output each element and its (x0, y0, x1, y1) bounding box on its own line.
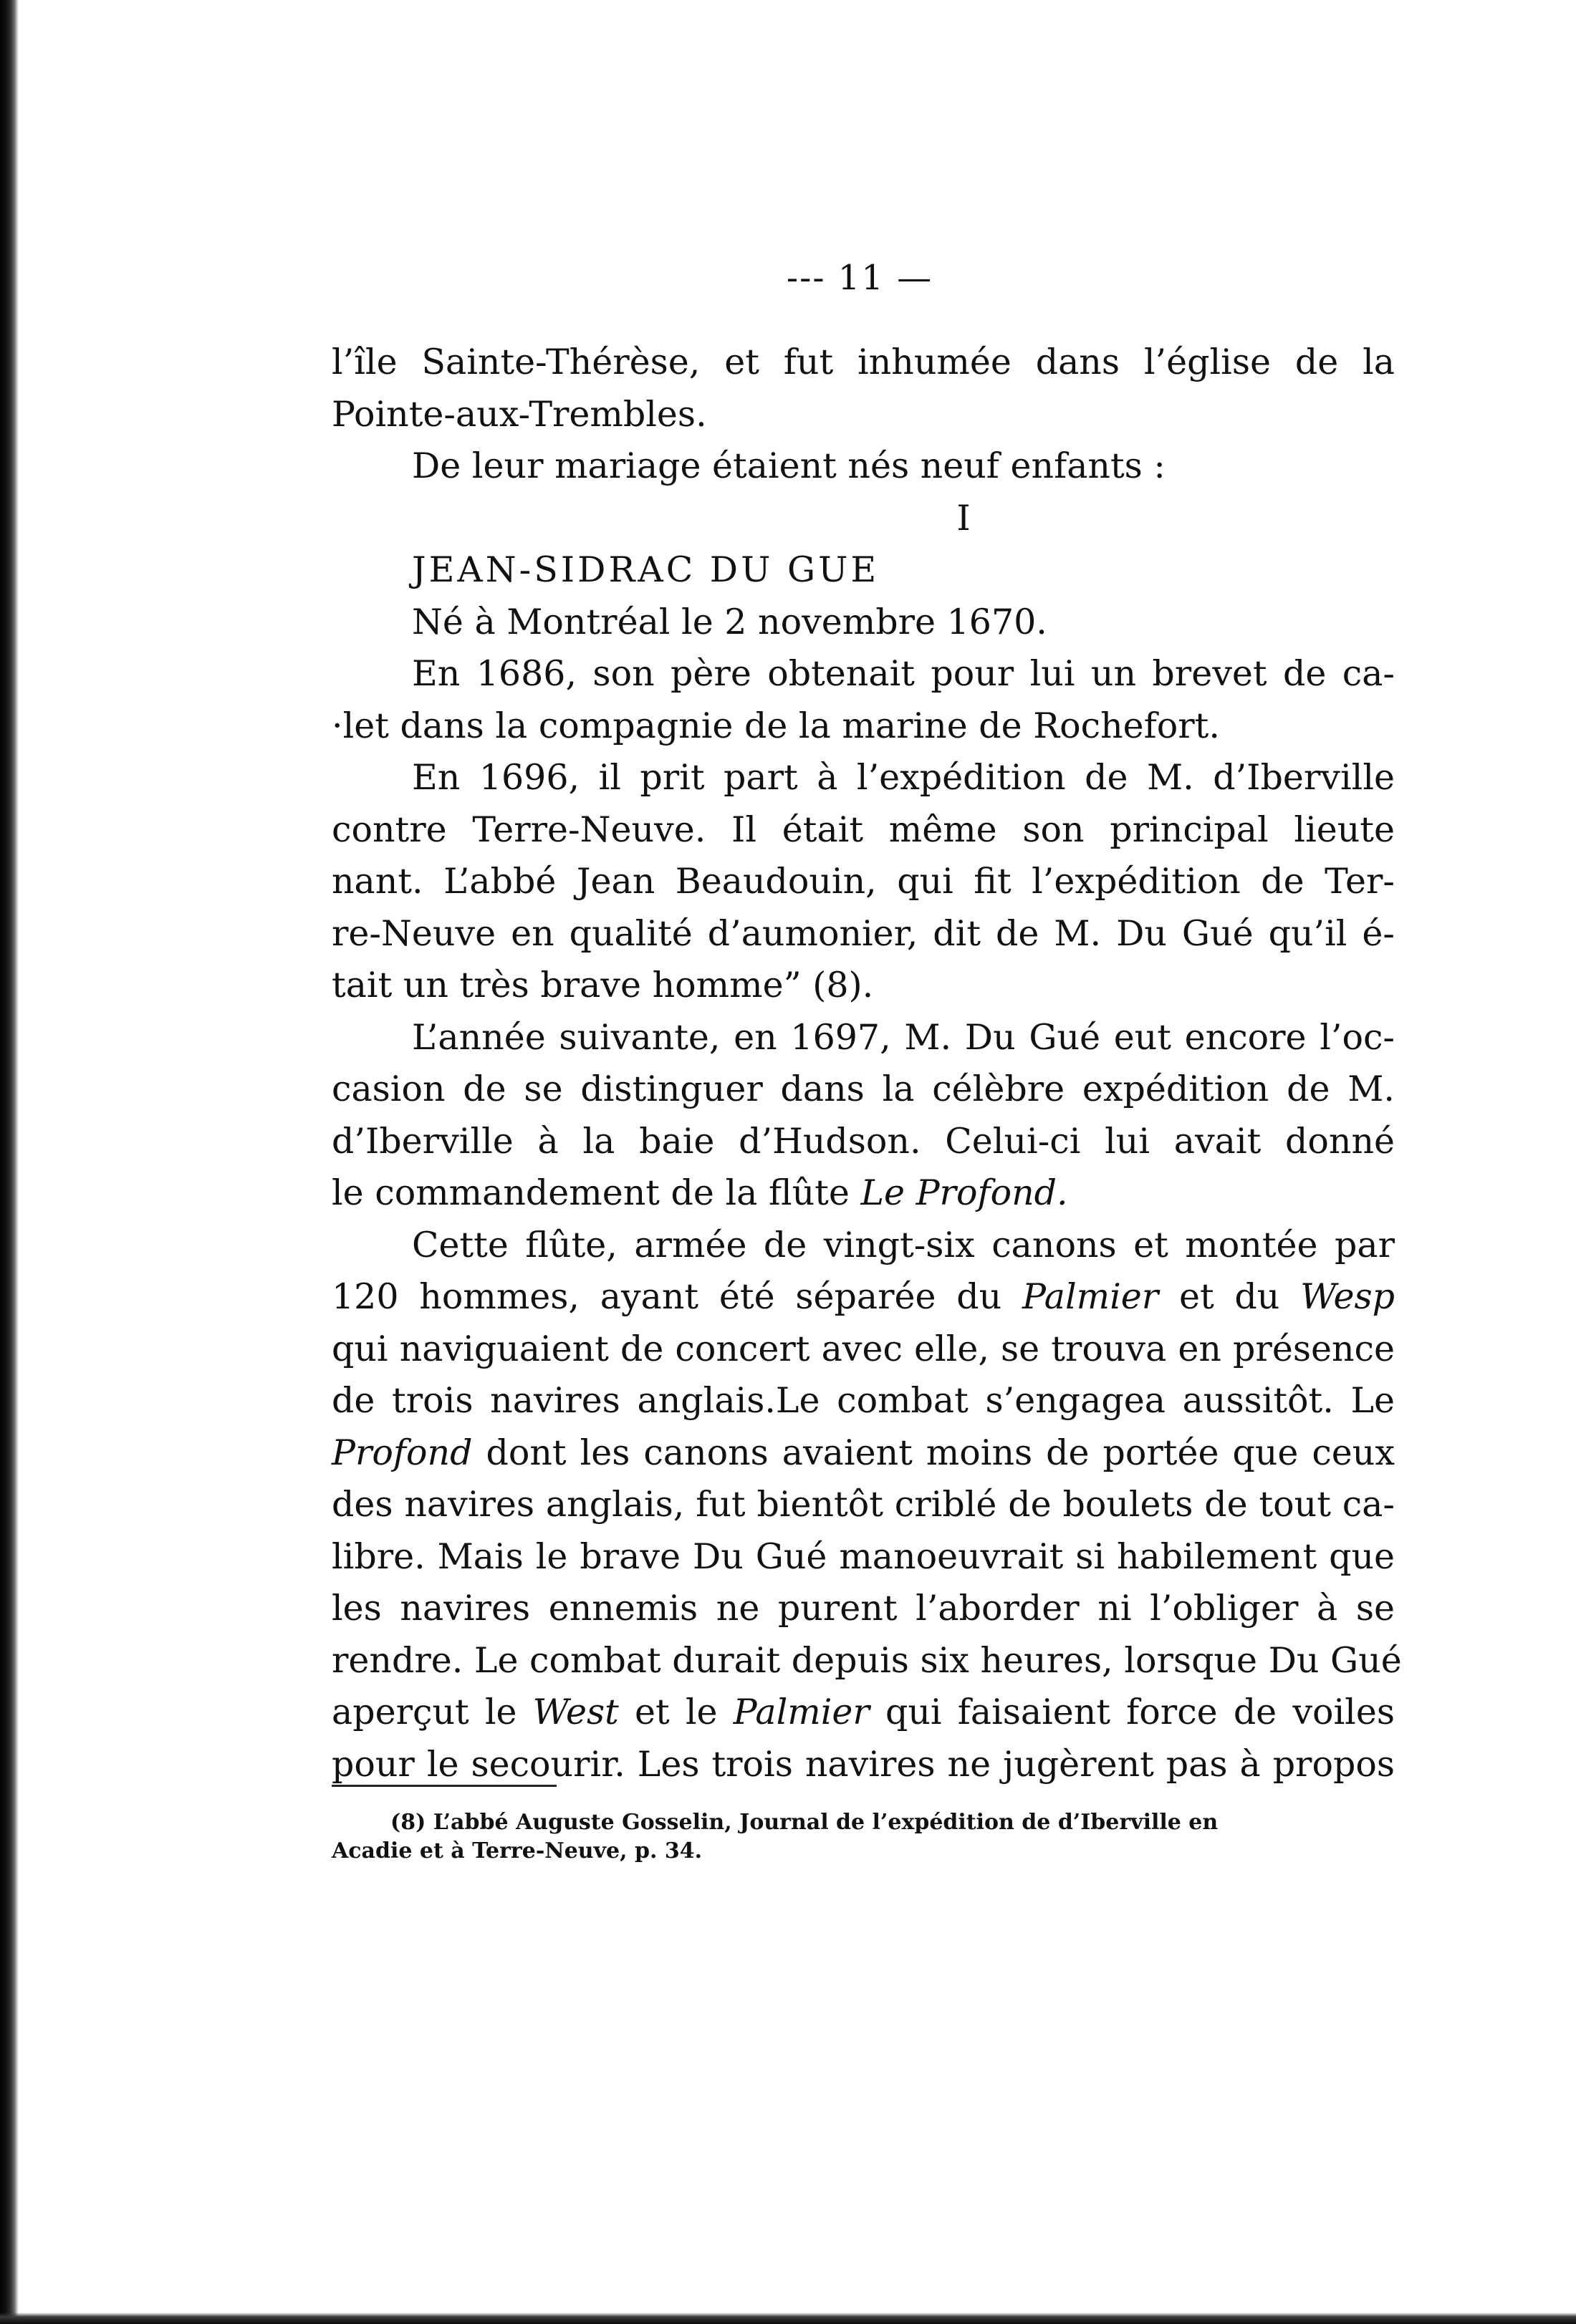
text-line: I (956, 497, 971, 539)
text-line: l’île Sainte-Thérèse, et fut inhumée dans l’église de la (332, 342, 1395, 382)
text-line: pour le secourir. Les trois navires ne jugèrent pas à propos (332, 1743, 1395, 1785)
text-line: d’Iberville à la baie d’Hudson. Celui-ci lui avait donné (332, 1120, 1395, 1162)
text-line: des navires anglais, fut bientôt criblé de boulets de tout ca- (332, 1484, 1395, 1525)
italic-text: Profond (332, 1432, 473, 1473)
text-line: Profond dont les canons avaient moins de portée que ceux (332, 1432, 1395, 1473)
text-line: casion de se distinguer dans la célèbre expédition de M. (332, 1069, 1395, 1109)
text-line: qui naviguaient de concert avec elle, se trouva en présence (332, 1328, 1395, 1369)
footnote-rule (332, 1785, 557, 1787)
text-line: En 1696, il prit part à l’expédition de M. d’Iberville (412, 757, 1395, 798)
text-line: Né à Montréal le 2 novembre 1670. (412, 601, 1047, 642)
text-line: Cette flûte, armée de vingt-six canons et montée par (412, 1224, 1395, 1265)
italic-text: Palmier (733, 1692, 870, 1732)
italic-text: Palmier (1022, 1276, 1159, 1317)
footnote-line-1: (8) L’abbé Auguste Gosselin, Journal de l’expédition de d’Iberville en (390, 1810, 1219, 1835)
footnote-line-2: Acadie et à Terre-Neuve, p. 34. (332, 1838, 703, 1863)
text-line: En 1686, son père obtenait pour lui un brevet de ca- (412, 653, 1395, 694)
text-line: contre Terre-Neuve. Il était même son principal lieute (332, 809, 1395, 850)
text-line: aperçut le West et le Palmier qui faisaient force de voiles (332, 1692, 1395, 1732)
text-line: L’année suivante, en 1697, M. Du Gué eut encore l’oc- (412, 1016, 1395, 1058)
italic-text: West (532, 1692, 619, 1732)
text-line: de trois navires anglais.Le combat s’engagea aussitôt. Le (332, 1380, 1395, 1421)
text-line: 120 hommes, ayant été séparée du Palmier et du Wesp (332, 1276, 1395, 1317)
text-line: libre. Mais le brave Du Gué manoeuvrait si habilement que (332, 1535, 1395, 1577)
text-line: Pointe-aux-Trembles. (332, 393, 707, 435)
body-text (332, 337, 1402, 1790)
scan-edge-bottom (0, 2313, 1576, 2324)
text-line: De leur mariage étaient nés neuf enfants : (412, 445, 1166, 486)
text-line: nant. L’abbé Jean Beaudouin, qui fit l’expédition de Ter- (332, 861, 1395, 902)
italic-text: Wesp (1300, 1276, 1395, 1317)
text-line: JEAN-SIDRAC DU GUE (412, 549, 880, 590)
text-line: ·let dans la compagnie de la marine de Rochefort. (332, 705, 1220, 746)
text-line: les navires ennemis ne purent l’aborder ni l’obliger à se (332, 1588, 1395, 1629)
text-line: rendre. Le combat durait depuis six heures, lorsque Du Gué (332, 1639, 1402, 1681)
page-number: --- 11 — (786, 258, 933, 298)
text-line: re-Neuve en qualité d’aumonier, dit de M. Du Gué qu’il é- (332, 912, 1395, 954)
text-line: le commandement de la flûte Le Profond. (332, 1172, 1068, 1213)
footnote (332, 1808, 1395, 1866)
scan-edge-left (0, 0, 19, 2324)
italic-text: Le Profond. (860, 1172, 1068, 1213)
text-line: tait un très brave homme” (8). (332, 965, 874, 1006)
